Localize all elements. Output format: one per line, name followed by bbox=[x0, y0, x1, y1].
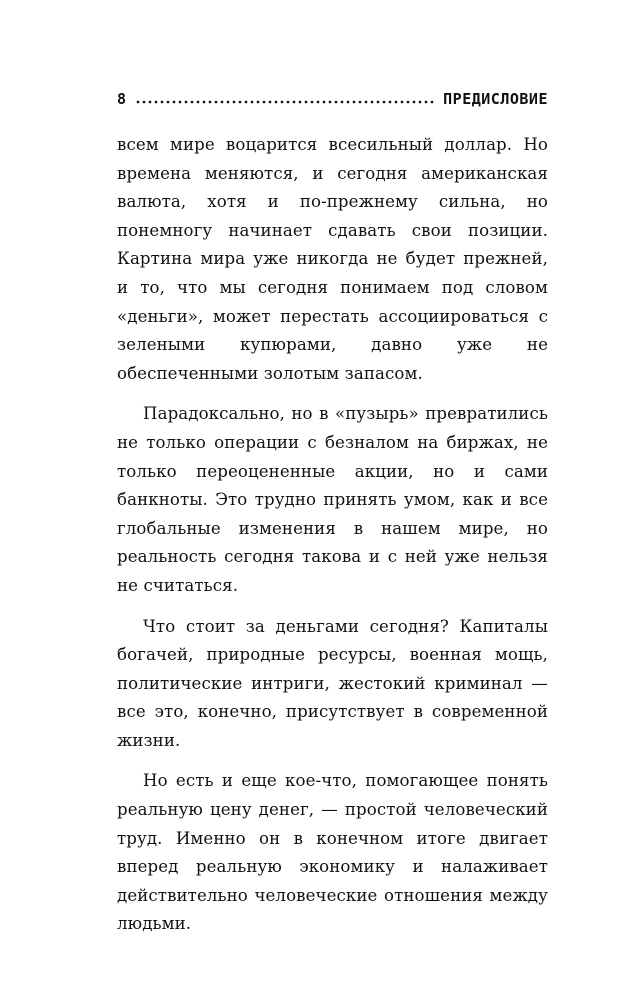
body-text bbox=[117, 131, 548, 951]
dot-leader bbox=[135, 100, 436, 104]
paragraph-continued: всем мире воцарится всесильный доллар. Но времена меняются, и сегодня американская валюта, хотя и по-прежнему сильна, но понемногу начинает сдавать свои позиции. Картина мира уже никогда не будет прежней, и то, что мы сегодня понимаем под словом «деньги», может перестать ассоциироваться с зелеными купюрами, давно уже не обеспеченными золотым запасом. bbox=[117, 135, 548, 383]
paragraph: Но есть и еще кое-что, помогающее понять реальную цену денег, — простой человеческий труд. Именно он в конечном итоге двигает вперед реальную экономику и налаживает действительно человеческие отношения между людьми. bbox=[117, 771, 548, 934]
paragraph: Парадоксально, но в «пузырь» превратились не только операции с безналом на биржах, не только переоцененные акции, но и сами банкноты. Это трудно принять умом, как и все глобальные изменения в нашем мире, но реальность сегодня такова и с ней уже нельзя не считаться. bbox=[117, 404, 548, 595]
running-head bbox=[117, 88, 548, 110]
paragraph: Что стоит за деньгами сегодня? Капиталы богачей, природные ресурсы, военная мощь, политические интриги, жестокий криминал — все это, конечно, присутствует в современной жизни. bbox=[117, 616, 548, 750]
section-title: ПРЕДИСЛОВИЕ bbox=[443, 90, 548, 108]
page-number: 8 bbox=[117, 90, 127, 108]
